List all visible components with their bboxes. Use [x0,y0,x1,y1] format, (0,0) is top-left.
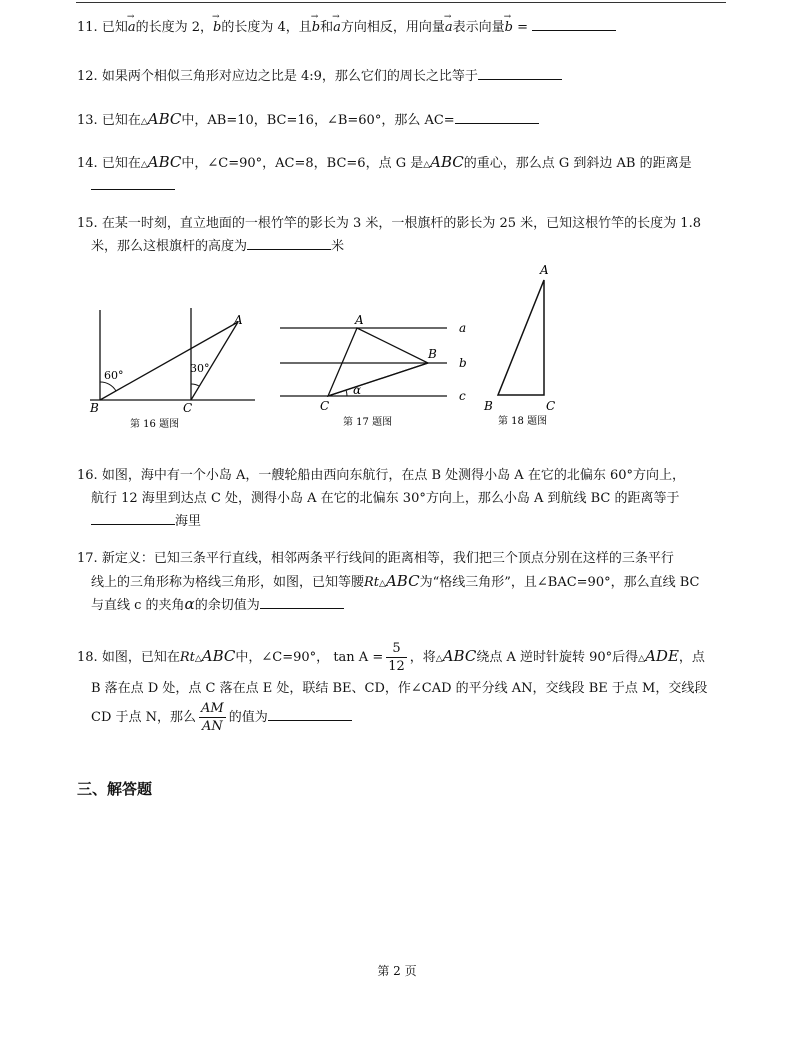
point-label-a: A [234,313,243,327]
angle-label-30: 30° [190,362,210,375]
answer-blank[interactable] [478,65,562,80]
point-label-a: A [355,313,364,327]
question-14: 14. 已知在△ABC中，∠C=90°，AC=8，BC=6，点 G 是△ABC的重心，那么点 G 到斜边 AB 的距离是 [77,153,692,171]
point-label-b: B [428,347,437,361]
question-18-line3: CD 于点 N，那么 $\frac{AM}{AN}$ 的值为 [91,700,741,735]
answer-blank[interactable] [532,16,616,31]
answer-blank[interactable] [455,109,539,124]
answer-blank[interactable] [247,235,331,250]
line-label-c: c [459,389,466,403]
angle-arc-60 [100,382,116,391]
question-16-line2: 航行 12 海里到达点 C 处，测得小岛 A 在它的北偏东 30°方向上，那么小岛 A 到航线 BC 的距离等于 [91,491,680,506]
page-number: 第 2 页 [377,964,417,978]
point-label-b: B [484,399,493,413]
line-label-a: a [459,321,467,335]
sight-line-ca [191,322,238,400]
question-18-line2: B 落在点 D 处，点 C 落在点 E 处，联结 BE、CD，作∠CAD 的平分线 AN，交线段 BE 于点 M，交线段 [91,681,708,696]
figure-17 [275,308,485,430]
answer-blank[interactable] [260,594,344,609]
point-label-b: B [90,401,99,415]
question-11: 11. 已知→ a的长度为 2，→ b的长度为 4，且→ b和→ a方向相反，用向量→ a表示向量→ b = [77,16,727,39]
top-rule [76,2,726,3]
figure-caption: 第 17 题图 [343,417,393,428]
question-17: 17. 新定义：已知三条平行直线，相邻两条平行线间的距离相等，我们把三个顶点分别在这样的三条平行 [77,551,674,566]
question-14-blank-line [91,175,741,198]
point-label-a: A [540,263,549,277]
figure-16 [80,300,260,430]
question-15-line2: 米，那么这根旗杆的高度为 米 [91,235,741,258]
triangle-abc [498,280,544,395]
question-13: 13. 已知在△ABC中，AB=10，BC=16，∠B=60°，那么 AC= [77,108,727,134]
question-15: 15. 在某一时刻，直立地面的一根竹竿的影长为 3 米，一根旗杆的影长为 25 米，已知这根竹竿的长度为 1.8 [77,216,701,231]
angle-arc-alpha [346,390,347,396]
question-18: 18. 如图，已知在Rt△ABC中，∠C=90°， tan A = $\frac{5}{12}$ ，将△ABC绕点 A 逆时针旋转 90°后得△ADE，点 [77,641,705,674]
point-label-c: C [183,401,193,415]
angle-label-alpha: α [353,383,362,397]
question-17-line3: 与直线 c 的夹角α的余切值为 [91,593,741,617]
side-bc [328,363,428,396]
fraction-am-an: $\frac{AM}{AN}$ [201,701,224,734]
angle-arc-30 [191,384,199,386]
figure-caption: 第 16 题图 [130,419,180,430]
point-label-c: C [320,399,330,413]
angle-label-60: 60° [104,369,124,382]
figure-caption: 第 18 题图 [498,416,548,427]
line-label-b: b [459,356,467,370]
question-17-line2: 线上的三角形称为格线三角形，如图，已知等腰Rt△ABC为“格线三角形”，且∠BAC=90°，那么直线 BC [91,572,700,590]
answer-blank[interactable] [91,510,175,525]
fraction-5-12: $\frac{5}{12}$ [388,641,405,674]
triangle-abc [328,328,428,396]
point-label-c: C [546,399,556,413]
answer-blank[interactable] [268,706,352,721]
answer-blank[interactable] [91,175,175,190]
figure-18 [480,262,580,430]
question-12: 12. 如果两个相似三角形对应边之比是 4:9，那么它们的周长之比等于 [77,65,727,88]
question-16: 16. 如图，海中有一个小岛 A，一艘轮船由西向东航行，在点 B 处测得小岛 A 在它的北偏东 60°方向上， [77,468,685,483]
section-heading: 三、解答题 [77,780,153,798]
question-16-line3: 海里 [91,510,741,533]
sight-line-ba [100,322,238,400]
